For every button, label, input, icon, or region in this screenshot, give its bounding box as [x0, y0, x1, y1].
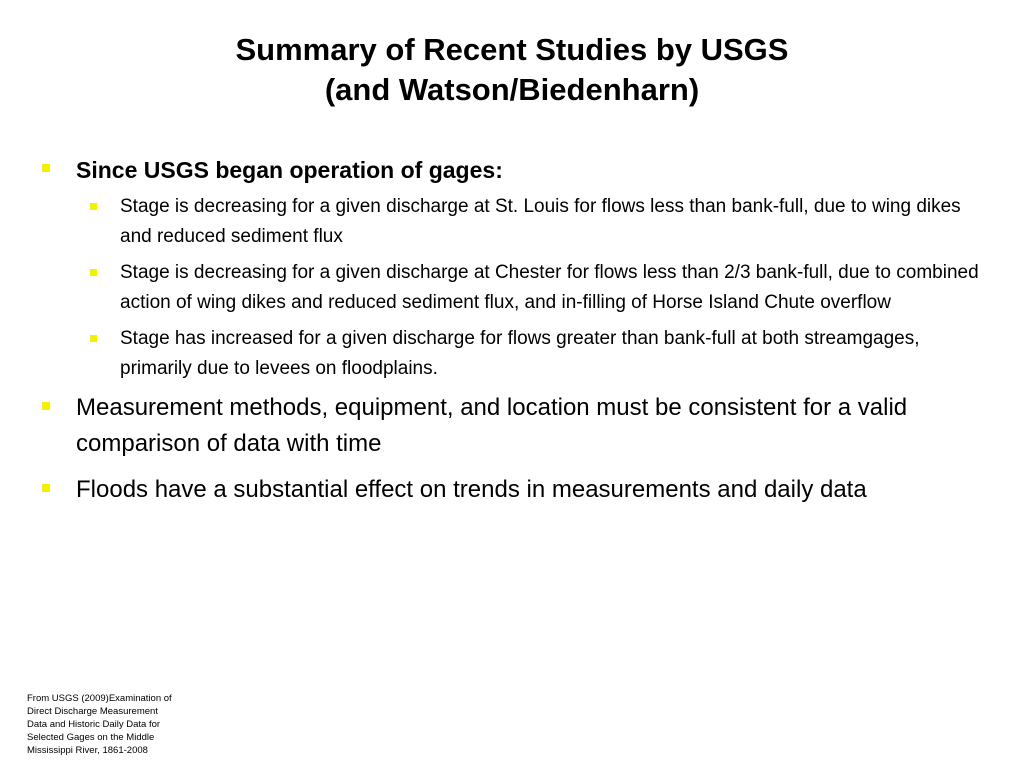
- sub-bullet-marker-icon: [90, 203, 97, 210]
- bullet-text: Since USGS began operation of gages:: [76, 157, 503, 183]
- title-line-1: Summary of Recent Studies by USGS: [235, 32, 789, 67]
- bullet-gage-operation: [40, 152, 980, 188]
- citation-line-5: Mississippi River, 1861-2008: [27, 745, 148, 756]
- sub-bullet-st-louis: [40, 192, 980, 252]
- bullet-list: [40, 152, 980, 518]
- bullet-marker-icon: [42, 164, 50, 172]
- bullet-measurement-methods: [40, 390, 980, 462]
- bullet-text: Measurement methods, equipment, and location must be consistent for a valid comparison of data with time: [76, 394, 908, 457]
- bullet-marker-icon: [42, 484, 50, 492]
- sub-bullet-list: [40, 192, 980, 384]
- citation-line-4: Selected Gages on the Middle: [27, 732, 155, 743]
- sub-bullet-increased-stage: [40, 324, 980, 384]
- sub-bullet-marker-icon: [90, 269, 97, 276]
- citation-line-2: Direct Discharge Measurement: [27, 706, 158, 717]
- sub-bullet-text: Stage is decreasing for a given discharge at Chester for flows less than 2/3 bank-full, due to combined action of wing dikes and reduced sediment flux, and in-filling of Horse Island Chute overflow: [120, 262, 979, 313]
- sub-bullet-chester: [40, 258, 980, 318]
- sub-bullet-marker-icon: [90, 335, 97, 342]
- sub-bullet-text: Stage is decreasing for a given discharge at St. Louis for flows less than bank-full, due to wing dikes and reduced sediment flux: [120, 196, 961, 247]
- bullet-text: Floods have a substantial effect on trends in measurements and daily data: [76, 476, 867, 503]
- title-line-2: (and Watson/Biedenharn): [324, 72, 700, 107]
- sub-bullet-text: Stage has increased for a given discharge for flows greater than bank-full at both streamgages, primarily due to levees on floodplains.: [120, 328, 920, 379]
- bullet-floods: [40, 472, 980, 508]
- source-citation: [27, 692, 197, 757]
- citation-line-3: Data and Historic Daily Data for: [27, 719, 161, 730]
- bullet-marker-icon: [42, 402, 50, 410]
- slide-title: [0, 30, 1024, 110]
- citation-line-1: From USGS (2009)Examination of: [27, 693, 172, 704]
